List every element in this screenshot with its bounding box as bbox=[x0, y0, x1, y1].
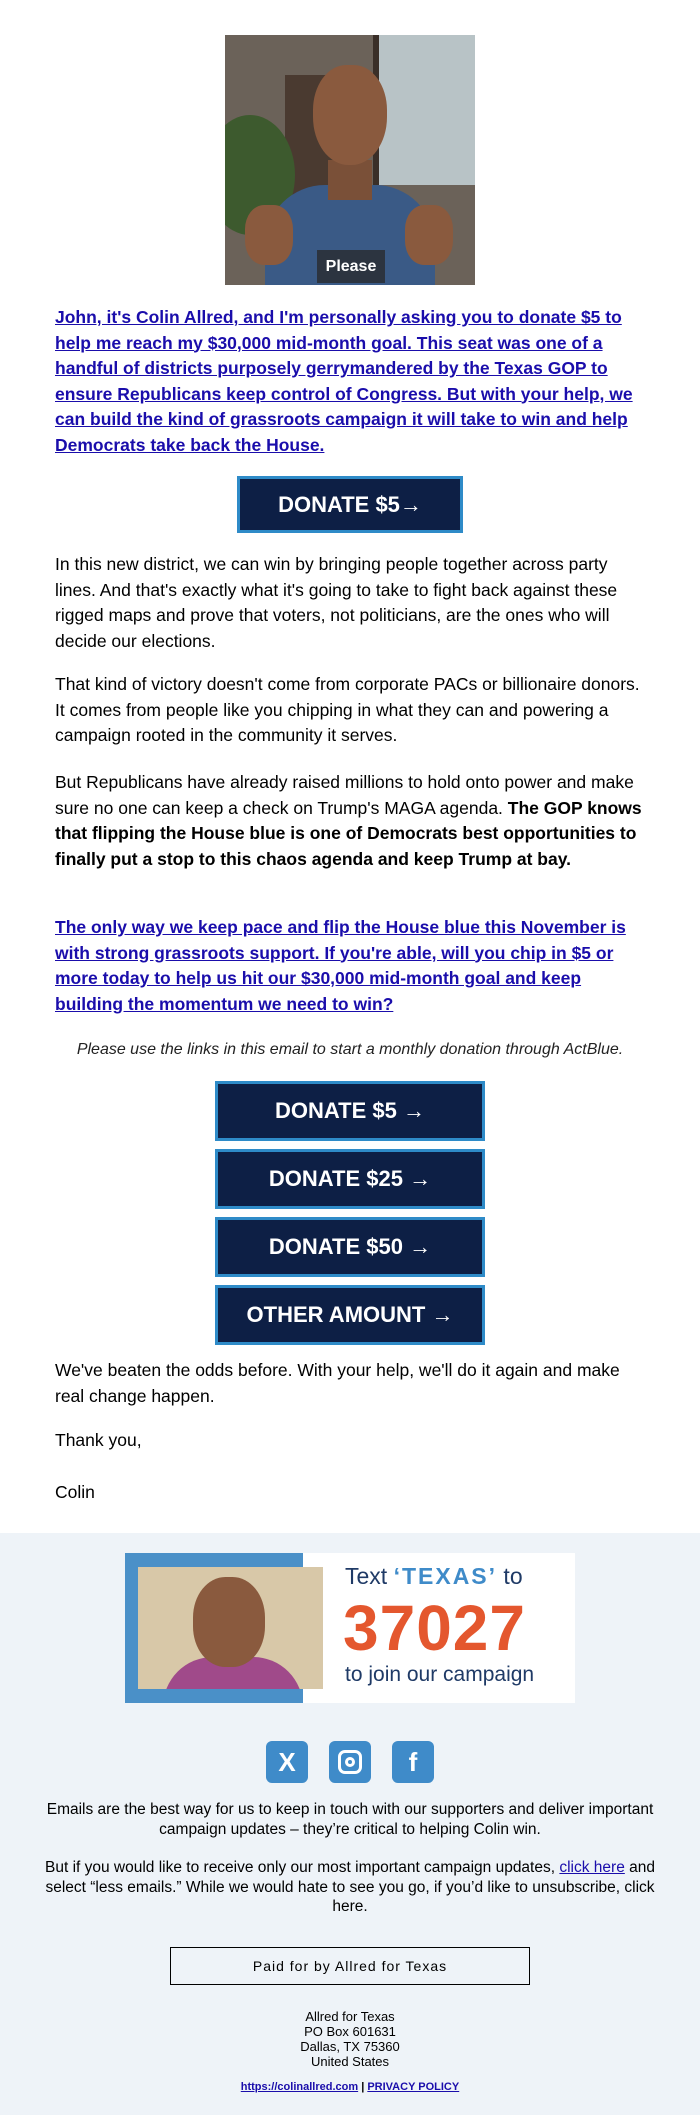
facebook-icon[interactable]: f bbox=[392, 1741, 434, 1783]
mailing-address: Allred for Texas PO Box 601631 Dallas, TX 75360 United States bbox=[300, 2009, 400, 2069]
lead-donate-link[interactable]: John, it's Colin Allred, and I'm personally asking you to donate $5 to help me reach my $30,000 mid-month goal. This seat was one of a handful of districts purposely gerrymandered by the Texas GOP to ensure Republicans keep control of Congress. But with your help, we can build the kind of grassroots campaign it will take to win and help Democrats take back the House. bbox=[55, 307, 633, 455]
privacy-policy-link[interactable]: PRIVACY POLICY bbox=[367, 2081, 460, 2093]
banner-join-text: to join our campaign bbox=[345, 1663, 535, 1686]
other-amount-button[interactable]: OTHER AMOUNT → bbox=[215, 1285, 485, 1345]
instagram-icon[interactable] bbox=[329, 1741, 371, 1783]
banner-keyword: ‘TEXAS’ bbox=[393, 1563, 498, 1589]
footer-paragraph-1: Emails are the best way for us to keep in touch with our supporters and deliver important campaign updates – they’re critical to helping Colin win. bbox=[46, 1801, 654, 1838]
paid-for-disclaimer: Paid for by Allred for Texas bbox=[170, 1947, 530, 1985]
footer-links bbox=[0, 2081, 700, 2093]
signature-name: Colin bbox=[55, 1482, 95, 1502]
banner-photo bbox=[138, 1567, 323, 1689]
donate-5-button[interactable]: DONATE $5 → bbox=[215, 1081, 485, 1141]
footer-paragraph-2: But if you would like to receive only our most important campaign updates, click here and select “less emails.” While we would hate to see you go, if you’d like to unsubscribe, click here. bbox=[45, 1859, 655, 1915]
x-twitter-icon[interactable]: X bbox=[266, 1741, 308, 1783]
hero-window bbox=[375, 35, 475, 185]
paragraph-3-bold: The GOP knows that flipping the House blue is one of Democrats best opportunities to finally put a stop to this chaos agenda and keep Trump at bay. bbox=[55, 797, 642, 869]
hero-video-image[interactable] bbox=[225, 35, 475, 285]
body-paragraph-1: In this new district, we can win by bringing people together across party lines. And that's exactly what it's going to take to fight back against these rigged maps and prove that voters, not politicians, are the ones who will decide our elections. bbox=[55, 554, 618, 651]
text-to-join-banner[interactable] bbox=[125, 1553, 575, 1703]
banner-text-line: Text ‘TEXAS’ to bbox=[345, 1563, 523, 1589]
hero-caption: Please bbox=[317, 250, 385, 283]
body-paragraph-2: That kind of victory doesn't come from corporate PACs or billionaire donors. It comes from people like you chipping in what they can and powering a campaign rooted in the community it serves. bbox=[55, 674, 640, 745]
less-emails-link[interactable]: click here bbox=[559, 1859, 625, 1876]
banner-shortcode: 37027 bbox=[343, 1592, 526, 1664]
donate-5-top-button[interactable]: DONATE $5→ bbox=[237, 476, 463, 533]
paragraph-3-text: But Republicans have already raised millions to hold onto power and make sure no one can keep a check on Trump's MAGA agenda. bbox=[55, 772, 634, 818]
website-link[interactable]: https://colinallred.com bbox=[240, 2081, 359, 2093]
hero-person-head bbox=[313, 65, 387, 165]
donate-25-button[interactable]: DONATE $25 → bbox=[215, 1149, 485, 1209]
body-paragraph-3 bbox=[55, 770, 645, 872]
donate-50-button[interactable]: DONATE $50 → bbox=[215, 1217, 485, 1277]
sign-off: Thank you, bbox=[55, 1430, 142, 1450]
actblue-note: Please use the links in this email to start a monthly donation through ActBlue. bbox=[76, 1041, 624, 1058]
link-separator: | bbox=[361, 2081, 365, 2093]
body-paragraph-4: We've beaten the odds before. With your help, we'll do it again and make real change happen. bbox=[55, 1360, 620, 1406]
chip-in-link[interactable]: The only way we keep pace and flip the House blue this November is with strong grassroots support. If you're able, will you chip in $5 or more today to help us hit our $30,000 mid-month goal and keep building the momentum we need to win? bbox=[55, 917, 626, 1014]
